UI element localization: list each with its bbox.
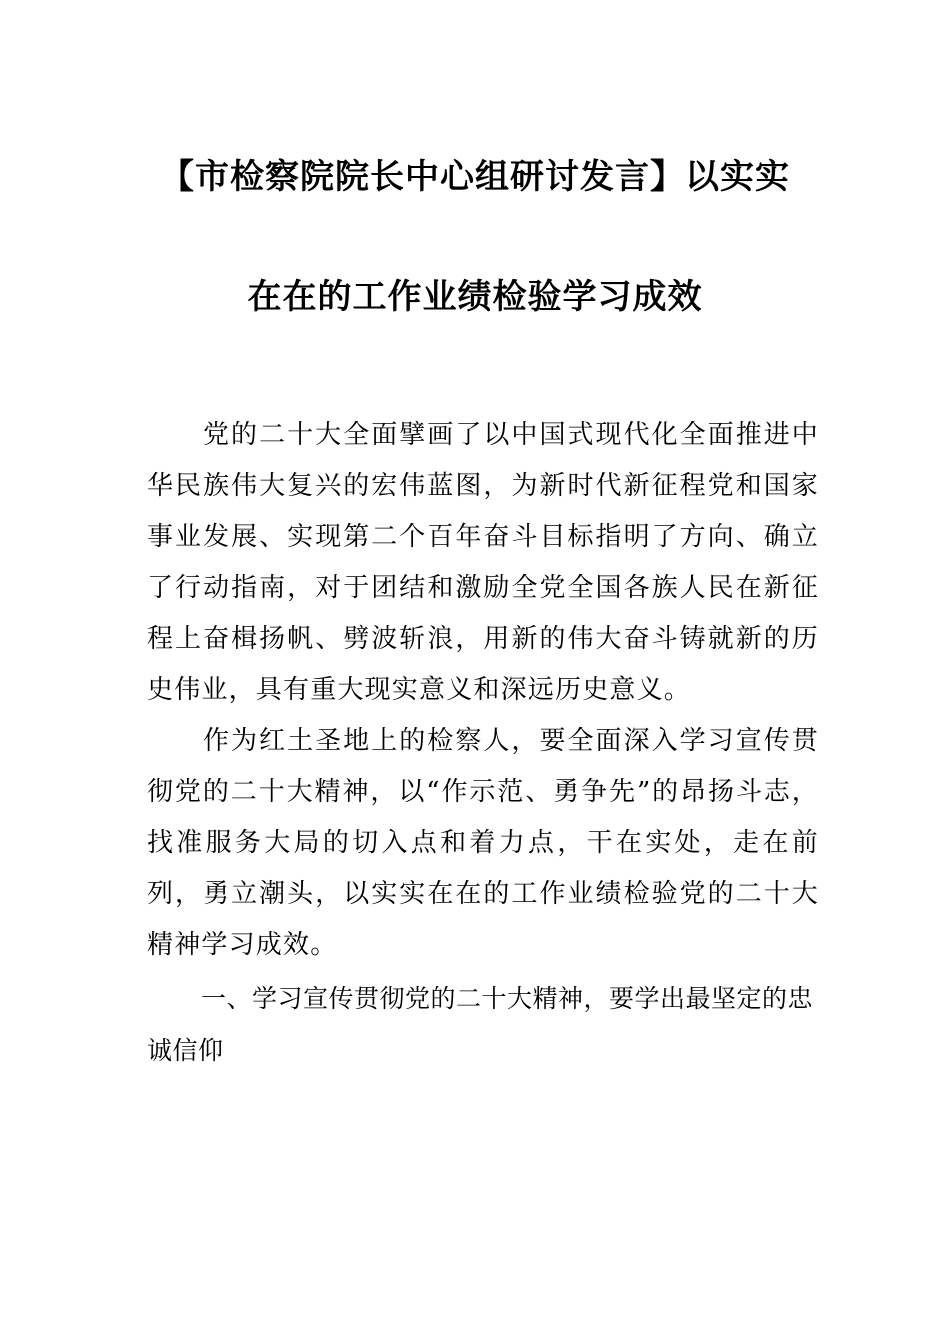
paragraph-2: 作为红土圣地上的检察人，要全面深入学习宣传贯彻党的二十大精神，以“作示范、勇争先”的昂扬斗志，找准服务大局的切入点和着力点，干在实处，走在前列，勇立潮头，以实实在在的工作业绩检验党的二十大精神学习成效。 (147, 726, 819, 960)
section-heading-1: 一、学习宣传贯彻党的二十大精神，要学出最坚定的忠诚信仰 (147, 984, 814, 1065)
paragraph-1: 党的二十大全面擘画了以中国式现代化全面推进中华民族伟大复兴的宏伟蓝图，为新时代新征程党和国家事业发展、实现第二个百年奋斗目标指明了方向、确立了行动指南，对于团结和激励全党全国各族人民在新征程上奋楫扬帆、劈波斩浪，用新的伟大奋斗铸就新的历史伟业，具有重大现实意义和深远历史意义。 (147, 420, 819, 705)
document-title-line-1: 【市检察院院长中心组研讨发言】以实实 (160, 157, 790, 197)
document-title-line-2: 在在的工作业绩检验学习成效 (247, 277, 703, 317)
document-body (147, 410, 819, 1077)
